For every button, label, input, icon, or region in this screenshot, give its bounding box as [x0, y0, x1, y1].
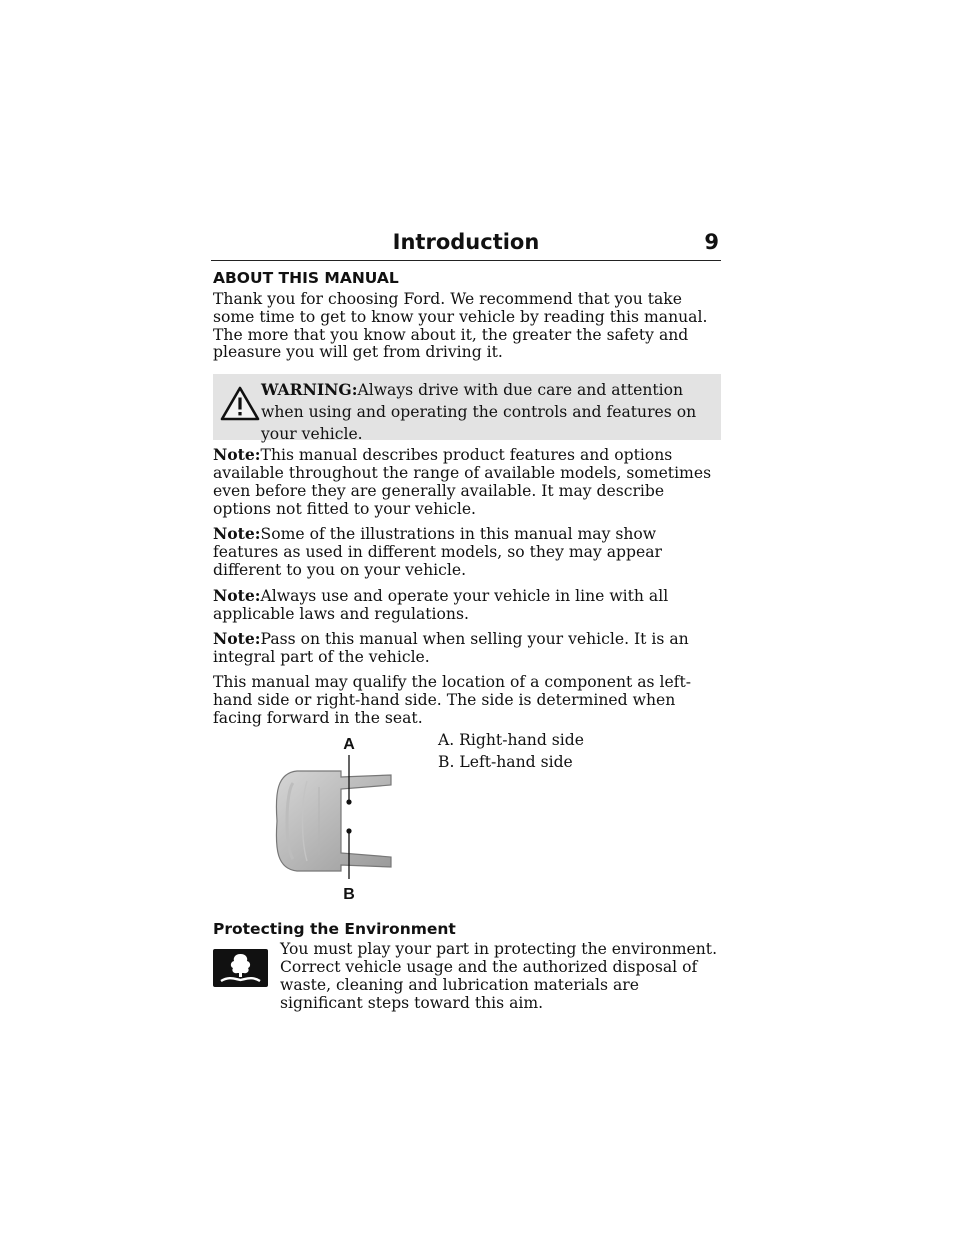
page-number: 9	[704, 230, 719, 254]
page-content	[213, 268, 721, 1015]
note-paragraph	[213, 630, 721, 667]
chapter-title: Introduction	[392, 230, 540, 254]
note-paragraph	[213, 525, 721, 579]
note-label: Note:	[213, 629, 261, 649]
warning-triangle-icon	[219, 385, 261, 423]
page-header	[211, 228, 721, 261]
note-text: This manual describes product features and options available throughout the range of available models, sometimes even before they are generally available. It may describe options not fitted to your vehicle.	[213, 446, 712, 518]
section-title: ABOUT THIS MANUAL	[213, 269, 399, 287]
note-paragraph	[213, 587, 721, 624]
note-label: Note:	[213, 524, 261, 544]
side-paragraph: This manual may qualify the location of a component as left-hand side or right-hand side. The side is determined when facing forward in the seat.	[213, 672, 691, 727]
environment-text: You must play your part in protecting the environment. Correct vehicle usage and the authorized disposal of waste, cleaning and lubrication materials are significant steps toward this aim.	[280, 940, 718, 1012]
note-text: Pass on this manual when selling your vehicle. It is an integral part of the vehicle.	[213, 630, 689, 667]
note-paragraph	[213, 446, 721, 518]
note-text: Some of the illustrations in this manual may show features as used in different models, so they may appear different to you on your vehicle.	[213, 525, 662, 579]
vehicle-top-view-illustration	[267, 731, 409, 907]
label-a: A	[343, 736, 355, 754]
environment-block	[213, 941, 721, 1015]
warning-box	[213, 374, 721, 444]
legend-item-b: B. Left-hand side	[438, 753, 573, 772]
legend-item-a: A. Right-hand side	[438, 731, 584, 750]
warning-label: WARNING:	[261, 380, 358, 400]
environment-tree-icon	[213, 949, 268, 987]
environment-heading: Protecting the Environment	[213, 920, 456, 939]
note-label: Note:	[213, 445, 261, 465]
note-text: Always use and operate your vehicle in line with all applicable laws and regulations.	[213, 586, 669, 623]
warning-message: Always drive with due care and attention when using and operating the controls and features on your vehicle.	[261, 381, 697, 444]
note-label: Note:	[213, 585, 261, 605]
warning-text	[261, 379, 713, 445]
side-diagram	[213, 731, 721, 907]
intro-paragraph: Thank you for choosing Ford. We recommend that you take some time to get to know your vehicle by reading this manual. The more that you know about it, the greater the safety and pleasure you will get from driving it.	[213, 290, 708, 362]
label-b: B	[343, 886, 355, 904]
diagram-legend	[438, 731, 584, 775]
